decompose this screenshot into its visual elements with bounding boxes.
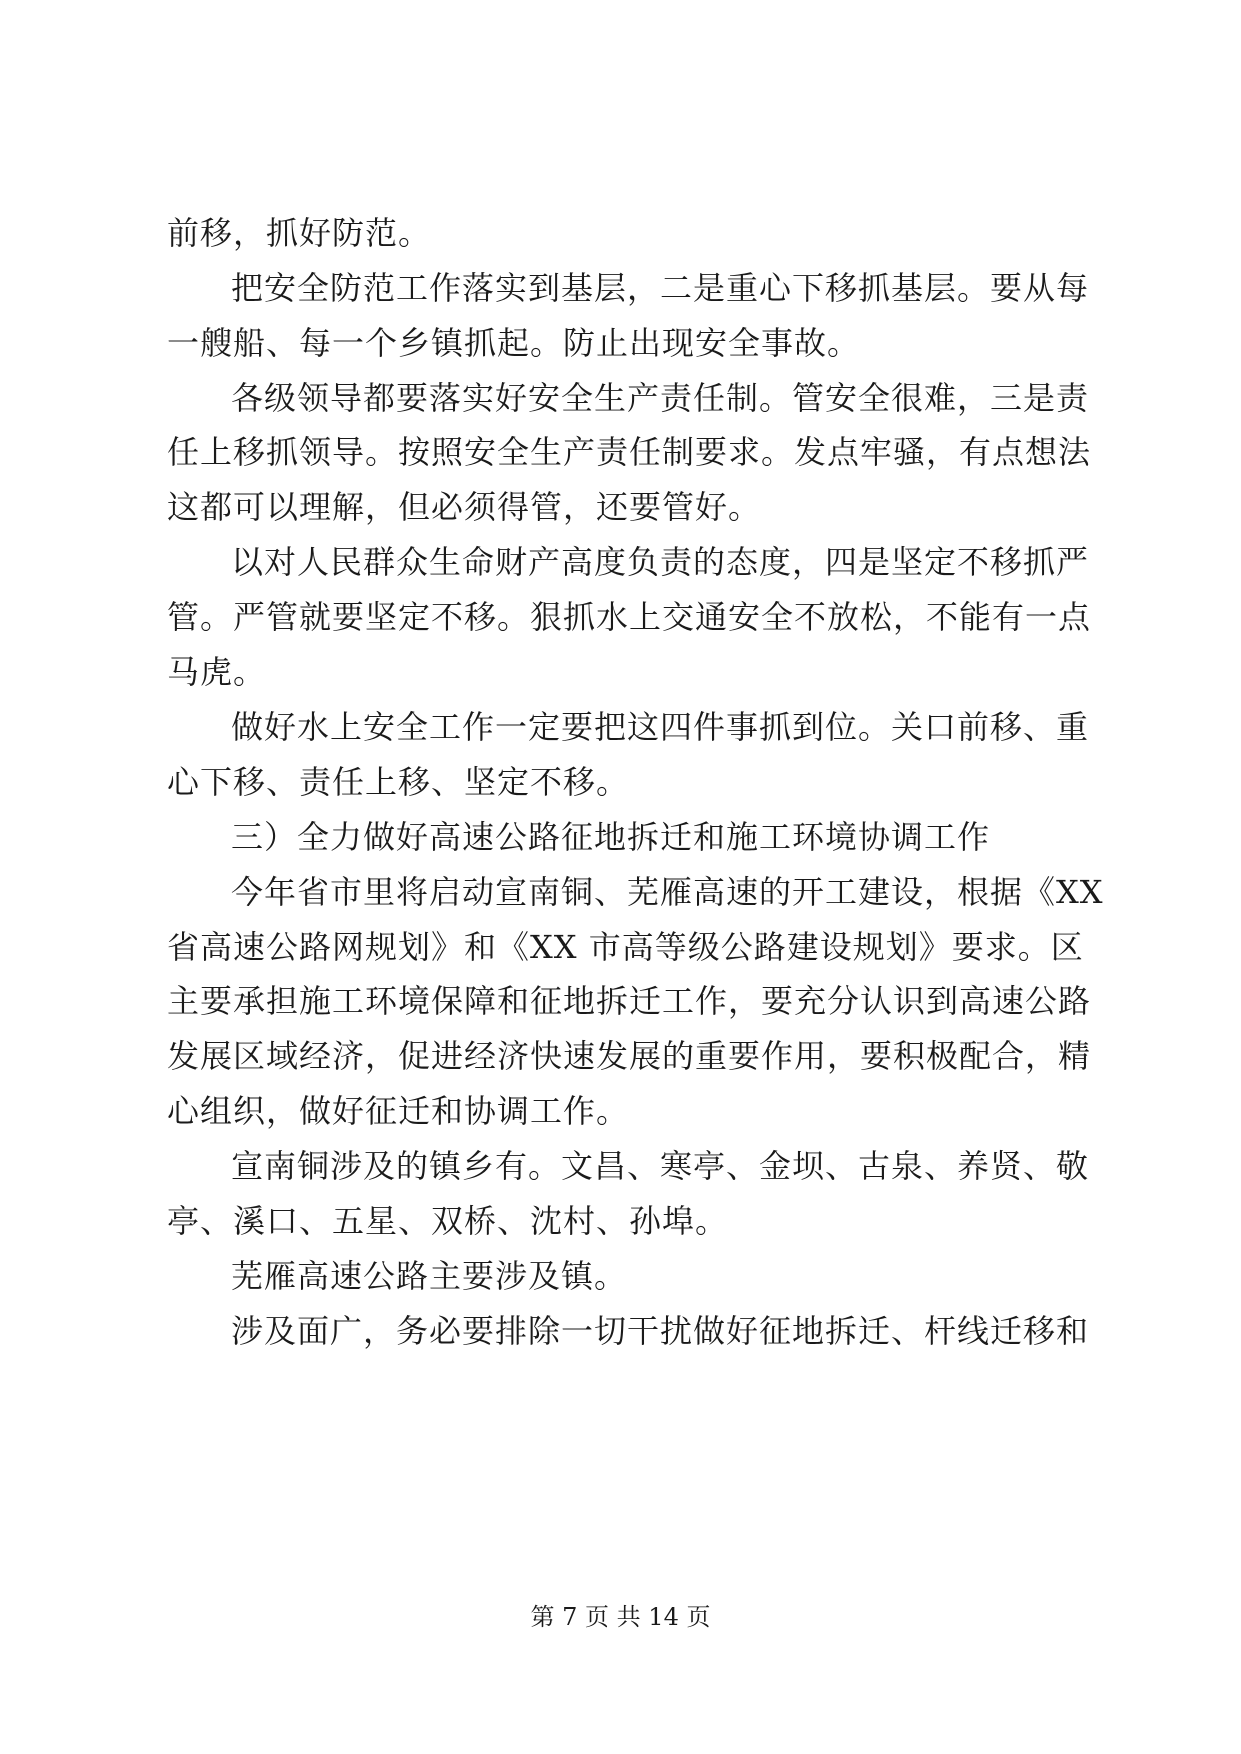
text-line: 省高速公路网规划》和《XX 市高等级公路建设规划》要求。区 xyxy=(167,928,1084,966)
section-heading: 三）全力做好高速公路征地拆迁和施工环境协调工作 xyxy=(231,818,991,856)
page-number: 第 7 页 共 14 页 xyxy=(530,1603,711,1631)
text-line: 发展区域经济，促进经济快速发展的重要作用，要积极配合，精 xyxy=(167,1037,1092,1075)
text-line: 管。严管就要坚定不移。狠抓水上交通安全不放松，不能有一点 xyxy=(167,598,1092,636)
text-line: 亭、溪口、五星、双桥、沈村、孙埠。 xyxy=(167,1202,729,1240)
text-line: 主要承担施工环境保障和征地拆迁工作，要充分认识到高速公路 xyxy=(167,982,1092,1020)
text-line: 任上移抓领导。按照安全生产责任制要求。发点牢骚，有点想法 xyxy=(167,433,1092,471)
text-line: 心组织，做好征迁和协调工作。 xyxy=(167,1092,630,1130)
text-line: 一艘船、每一个乡镇抓起。防止出现安全事故。 xyxy=(167,324,861,362)
text-line: 以对人民群众生命财产高度负责的态度，四是坚定不移抓严 xyxy=(231,543,1090,581)
text-line: 涉及面广，务必要排除一切干扰做好征地拆迁、杆线迁移和 xyxy=(231,1312,1090,1350)
text-line: 各级领导都要落实好安全生产责任制。管安全很难，三是责 xyxy=(231,379,1090,417)
text-line: 芜雁高速公路主要涉及镇。 xyxy=(231,1257,628,1295)
text-line: 马虎。 xyxy=(167,653,267,691)
text-line: 宣南铜涉及的镇乡有。文昌、寒亭、金坝、古泉、养贤、敬 xyxy=(231,1147,1090,1185)
text-line: 心下移、责任上移、坚定不移。 xyxy=(167,763,630,801)
text-line: 今年省市里将启动宣南铜、芜雁高速的开工建设，根据《XX xyxy=(231,873,1104,911)
text-line: 把安全防范工作落实到基层，二是重心下移抓基层。要从每 xyxy=(231,269,1090,307)
text-line: 前移，抓好防范。 xyxy=(167,214,432,252)
text-line: 做好水上安全工作一定要把这四件事抓到位。关口前移、重 xyxy=(231,708,1090,746)
text-line: 这都可以理解，但必须得管，还要管好。 xyxy=(167,488,762,526)
